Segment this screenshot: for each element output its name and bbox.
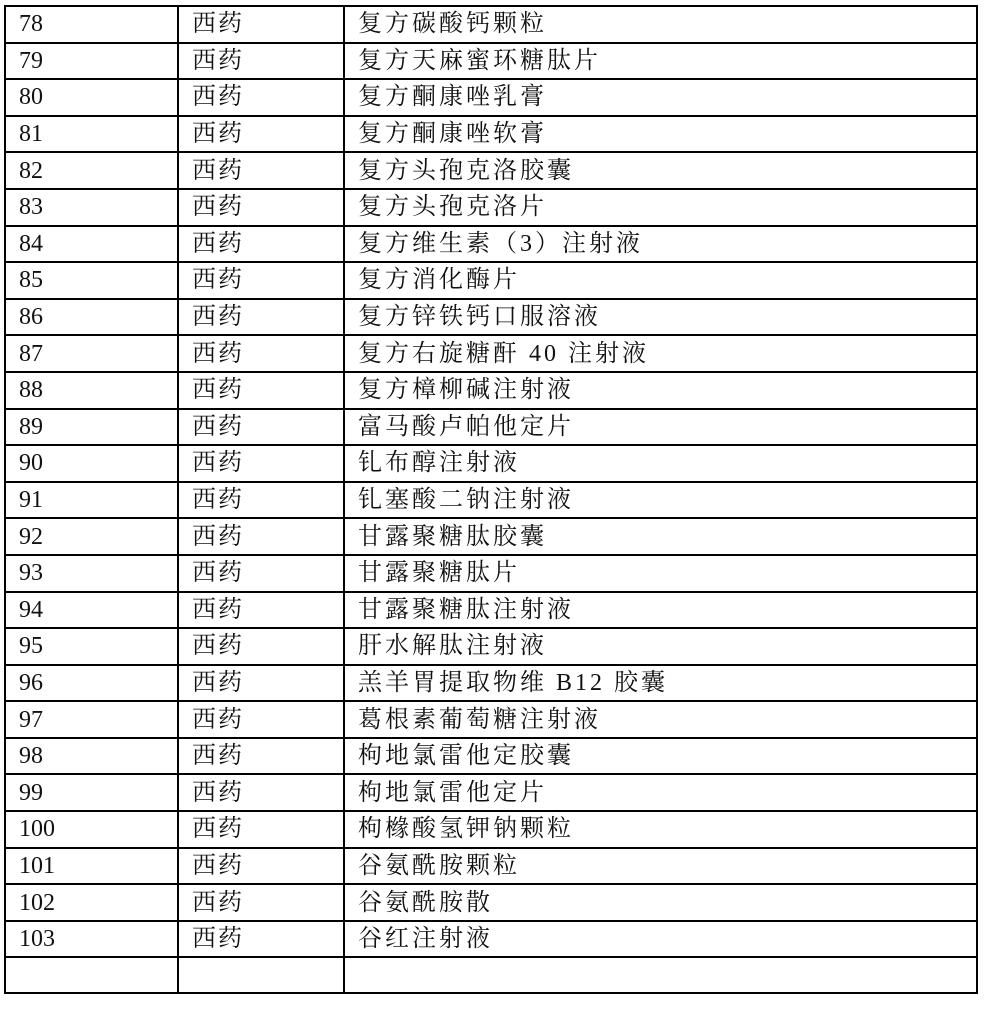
drug-name: 甘露聚糖肽注射液 [344, 592, 977, 629]
table-row [5, 628, 977, 665]
drug-category: 西药 [178, 372, 344, 409]
drug-category: 西药 [178, 482, 344, 519]
table-row [5, 701, 977, 738]
table-row [5, 116, 977, 153]
drug-name: 富马酸卢帕他定片 [344, 409, 977, 446]
table-row [5, 189, 977, 226]
table-row [5, 262, 977, 299]
row-number: 94 [5, 592, 178, 629]
drug-name: 复方酮康唑乳膏 [344, 79, 977, 116]
row-number: 100 [5, 811, 178, 848]
drug-category: 西药 [178, 884, 344, 921]
drug-category: 西药 [178, 774, 344, 811]
drug-category: 西药 [178, 189, 344, 226]
table-row [5, 884, 977, 921]
row-number: 97 [5, 701, 178, 738]
table-row [5, 152, 977, 189]
drug-category: 西药 [178, 43, 344, 80]
row-number: 81 [5, 116, 178, 153]
row-number: 80 [5, 79, 178, 116]
drug-name: 肝水解肽注射液 [344, 628, 977, 665]
drug-category: 西药 [178, 701, 344, 738]
drug-name-cut-off [344, 957, 977, 993]
drug-category: 西药 [178, 116, 344, 153]
drug-category: 西药 [178, 518, 344, 555]
drug-category: 西药 [178, 848, 344, 885]
table-row [5, 372, 977, 409]
drug-name: 甘露聚糖肽胶囊 [344, 518, 977, 555]
drug-name: 复方右旋糖酐 40 注射液 [344, 335, 977, 372]
row-number: 83 [5, 189, 178, 226]
drug-category: 西药 [178, 592, 344, 629]
drug-category: 西药 [178, 628, 344, 665]
table-row [5, 445, 977, 482]
table-row [5, 409, 977, 446]
table-row [5, 226, 977, 263]
table-row-cut-off [5, 957, 977, 993]
drug-name: 谷氨酰胺颗粒 [344, 848, 977, 885]
drug-name: 甘露聚糖肽片 [344, 555, 977, 592]
drug-category: 西药 [178, 262, 344, 299]
table-row [5, 848, 977, 885]
drug-name: 复方碳酸钙颗粒 [344, 6, 977, 43]
table-row [5, 518, 977, 555]
drug-list-body [5, 6, 977, 993]
drug-category: 西药 [178, 226, 344, 263]
drug-category: 西药 [178, 152, 344, 189]
drug-name: 复方头孢克洛胶囊 [344, 152, 977, 189]
drug-category-cut-off [178, 957, 344, 993]
row-number: 89 [5, 409, 178, 446]
drug-name: 谷氨酰胺散 [344, 884, 977, 921]
drug-category: 西药 [178, 738, 344, 775]
table-row [5, 738, 977, 775]
drug-name: 钆塞酸二钠注射液 [344, 482, 977, 519]
drug-name: 钆布醇注射液 [344, 445, 977, 482]
table-row [5, 299, 977, 336]
row-number: 82 [5, 152, 178, 189]
table-row [5, 774, 977, 811]
row-number: 79 [5, 43, 178, 80]
row-number-cut-off [5, 957, 178, 993]
drug-category: 西药 [178, 299, 344, 336]
row-number: 84 [5, 226, 178, 263]
row-number: 98 [5, 738, 178, 775]
row-number: 96 [5, 665, 178, 702]
drug-list-table [4, 5, 978, 994]
table-row [5, 665, 977, 702]
table-row [5, 43, 977, 80]
row-number: 95 [5, 628, 178, 665]
drug-category: 西药 [178, 79, 344, 116]
row-number: 92 [5, 518, 178, 555]
row-number: 86 [5, 299, 178, 336]
drug-name: 复方消化酶片 [344, 262, 977, 299]
drug-name: 谷红注射液 [344, 921, 977, 958]
table-row [5, 592, 977, 629]
drug-list-table-container [4, 5, 978, 994]
table-row [5, 6, 977, 43]
row-number: 101 [5, 848, 178, 885]
row-number: 90 [5, 445, 178, 482]
drug-name: 复方天麻蜜环糖肽片 [344, 43, 977, 80]
row-number: 93 [5, 555, 178, 592]
drug-name: 复方维生素（3）注射液 [344, 226, 977, 263]
drug-name: 葛根素葡萄糖注射液 [344, 701, 977, 738]
table-row [5, 79, 977, 116]
row-number: 87 [5, 335, 178, 372]
drug-category: 西药 [178, 335, 344, 372]
row-number: 78 [5, 6, 178, 43]
row-number: 102 [5, 884, 178, 921]
drug-category: 西药 [178, 811, 344, 848]
drug-name: 复方锌铁钙口服溶液 [344, 299, 977, 336]
drug-category: 西药 [178, 665, 344, 702]
drug-category: 西药 [178, 555, 344, 592]
drug-name: 枸地氯雷他定片 [344, 774, 977, 811]
row-number: 103 [5, 921, 178, 958]
row-number: 91 [5, 482, 178, 519]
table-row [5, 555, 977, 592]
table-row [5, 811, 977, 848]
table-row [5, 921, 977, 958]
drug-name: 枸橼酸氢钾钠颗粒 [344, 811, 977, 848]
drug-name: 复方头孢克洛片 [344, 189, 977, 226]
row-number: 99 [5, 774, 178, 811]
table-row [5, 482, 977, 519]
drug-category: 西药 [178, 409, 344, 446]
drug-name: 复方樟柳碱注射液 [344, 372, 977, 409]
drug-name: 复方酮康唑软膏 [344, 116, 977, 153]
drug-category: 西药 [178, 921, 344, 958]
drug-category: 西药 [178, 445, 344, 482]
table-row [5, 335, 977, 372]
drug-category: 西药 [178, 6, 344, 43]
row-number: 85 [5, 262, 178, 299]
row-number: 88 [5, 372, 178, 409]
drug-name: 羔羊胃提取物维 B12 胶囊 [344, 665, 977, 702]
drug-name: 枸地氯雷他定胶囊 [344, 738, 977, 775]
